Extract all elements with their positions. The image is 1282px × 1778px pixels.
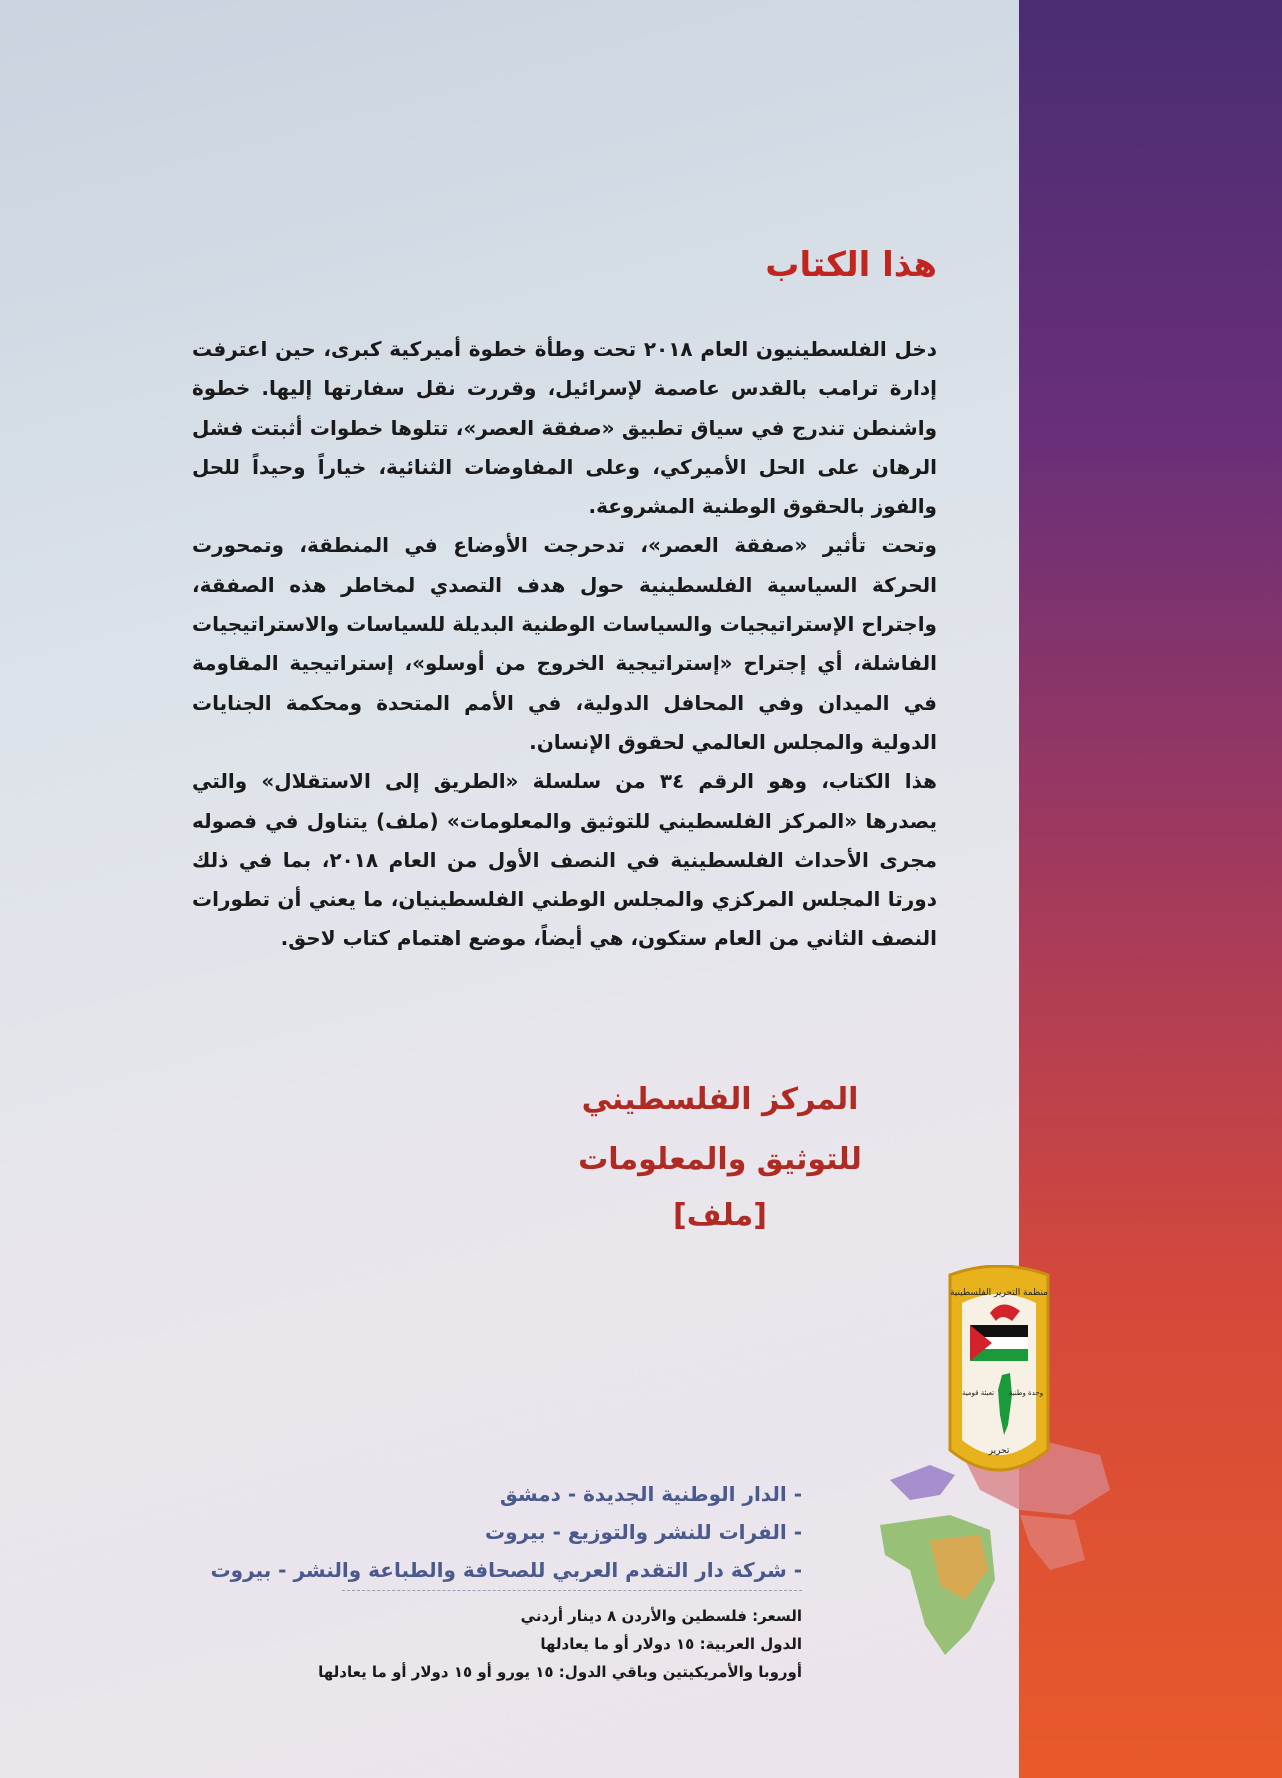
emblem-arc-text: منظمة التحرير الفلسطينية	[949, 1288, 1049, 1298]
book-description	[192, 330, 937, 959]
distributor-item: - شركة دار التقدم العربي للصحافة والطباعة والنشر - بيروت	[210, 1558, 802, 1582]
plo-emblem	[940, 1265, 1058, 1485]
description-paragraph: دخل الفلسطينيون العام ٢٠١٨ تحت وطأة خطوة أميركية كبرى، حين اعترفت إدارة ترامب بالقدس عاصمة لإسرائيل، وقررت نقل سفارتها إليها. خطوة واشنطن تندرج في سياق تطبيق «صفقة العصر»، تتلوها خطوات أثبتت فشل الرهان على الحل الأميركي، وعلى المفاوضات الثنائية، خياراً وحيداً للحل والفوز بالحقوق الوطنية المشروعة.	[192, 337, 937, 519]
description-paragraph: وتحت تأثير «صفقة العصر»، تدحرجت الأوضاع في المنطقة، وتمحورت الحركة السياسية الفلسطينية حول هدف التصدي لمخاطر هذه الصفقة، واجتراح الإستراتيجيات والسياسات الوطنية البديلة للسياسات والاستراتيجيات الفاشلة، أي إجتراح «إستراتيجية الخروج من أوسلو»، إستراتيجية المقاومة في الميدان وفي المحافل الدولية، في الأمم المتحدة ومحكمة الجنايات الدولية والمجلس العالمي لحقوق الإنسان.	[192, 533, 937, 754]
publisher-name-line2: للتوثيق والمعلومات	[578, 1142, 862, 1177]
dashed-divider	[342, 1590, 802, 1591]
publisher-name-line1: المركز الفلسطيني	[581, 1082, 859, 1117]
price-line: السعر: فلسطين والأردن ٨ دينار أردني	[520, 1607, 802, 1625]
emblem-left-text: تعبئة قومية	[961, 1389, 995, 1397]
palestine-flag-icon	[970, 1325, 1028, 1361]
section-title: هذا الكتاب	[765, 245, 937, 285]
distributor-item: - الفرات للنشر والتوزيع - بيروت	[484, 1520, 802, 1544]
description-paragraph: هذا الكتاب، وهو الرقم ٣٤ من سلسلة «الطريق إلى الاستقلال» والتي يصدرها «المركز الفلسطيني للتوثيق والمعلومات» (ملف) يتناول في فصوله مجرى الأحداث الفلسطينية في النصف الأول من العام ٢٠١٨، بما في ذلك دورتا المجلس المركزي والمجلس الوطني الفلسطينيان، ما يعني أن تطورات النصف الثاني من العام ستكون، هي أيضاً، موضع اهتمام كتاب لاحق.	[192, 769, 938, 951]
price-line: الدول العربية: ١٥ دولار أو ما يعادلها	[540, 1635, 802, 1653]
price-line: أوروبا والأمريكيتين وباقي الدول: ١٥ يورو أو ١٥ دولار أو ما يعادلها	[318, 1663, 802, 1681]
price-block	[318, 1602, 802, 1686]
emblem-bottom-text: تحرير	[988, 1446, 1010, 1456]
publisher-abbrev: [ملف]	[673, 1198, 767, 1233]
emblem-right-text: وحدة وطنية	[1008, 1389, 1044, 1397]
distributors-list	[211, 1475, 802, 1589]
distributor-item: - الدار الوطنية الجديدة - دمشق	[499, 1482, 802, 1506]
